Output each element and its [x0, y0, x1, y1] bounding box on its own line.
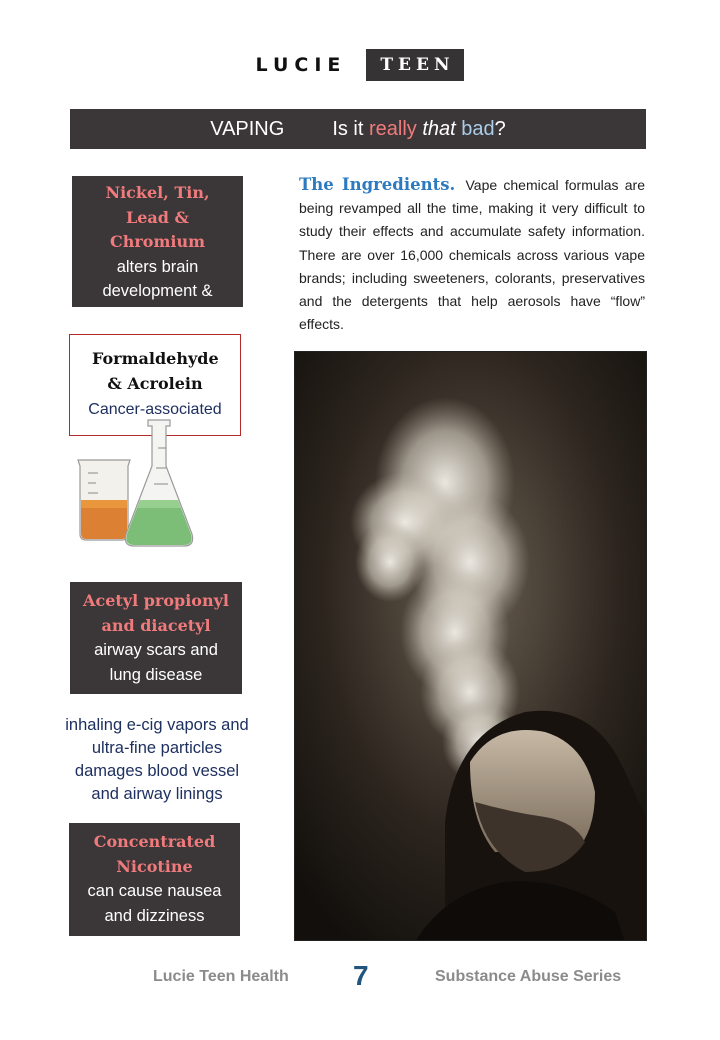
brand-badge: TEEN — [366, 49, 464, 81]
question-part: Is it — [332, 117, 369, 140]
page-title: VAPING — [210, 117, 285, 140]
callout-description: airway scars and lung disease — [94, 641, 218, 684]
question-that: that — [422, 117, 456, 140]
callout-heading: Nickel, Tin, Lead & Chromium — [105, 183, 210, 251]
man-exhaling-vapor-photo — [294, 351, 647, 941]
callout-acetyl — [70, 582, 242, 694]
callout-heading: Acetyl propionyl and diacetyl — [83, 591, 229, 635]
ingredients-paragraph — [299, 173, 645, 336]
callout-description: Cancer-associated — [88, 401, 222, 418]
page-footer — [0, 960, 720, 996]
callout-description: alters brain development & slows brain activity — [88, 257, 227, 325]
title-bar — [70, 109, 646, 149]
ingredients-body: Vape chemical formulas are being revamped all the time, making it very difficult to study their effects and accumulate safety information. There are over 16,000 chemicals across various vape brands; including sweeteners, colorants, preservatives and the detergents that help aerosols have “flow” effects. — [299, 177, 646, 333]
title-question — [332, 118, 505, 141]
footer-publication: Lucie Teen Health — [153, 968, 289, 985]
callout-heading: Concentrated Nicotine — [93, 832, 216, 876]
footer-series: Substance Abuse Series — [435, 968, 622, 985]
page-number: 7 — [353, 960, 369, 991]
callout-nicotine — [69, 823, 240, 936]
callout-description: can cause nausea and dizziness — [87, 882, 222, 925]
lab-beakers-icon — [74, 418, 198, 556]
callout-heading: Formaldehyde & Acrolein — [92, 349, 219, 393]
question-bad: bad — [461, 117, 495, 140]
ingredients-heading: The Ingredients. — [299, 175, 456, 194]
question-mark: ? — [494, 117, 506, 140]
brand-name: LUCIE — [255, 54, 347, 76]
vapor-note: inhaling e-cig vapors and ultra-fine particles damages blood vessel and airway linings — [65, 716, 249, 803]
question-really: really — [368, 117, 417, 140]
callout-metals — [72, 176, 243, 325]
masthead — [0, 47, 720, 83]
